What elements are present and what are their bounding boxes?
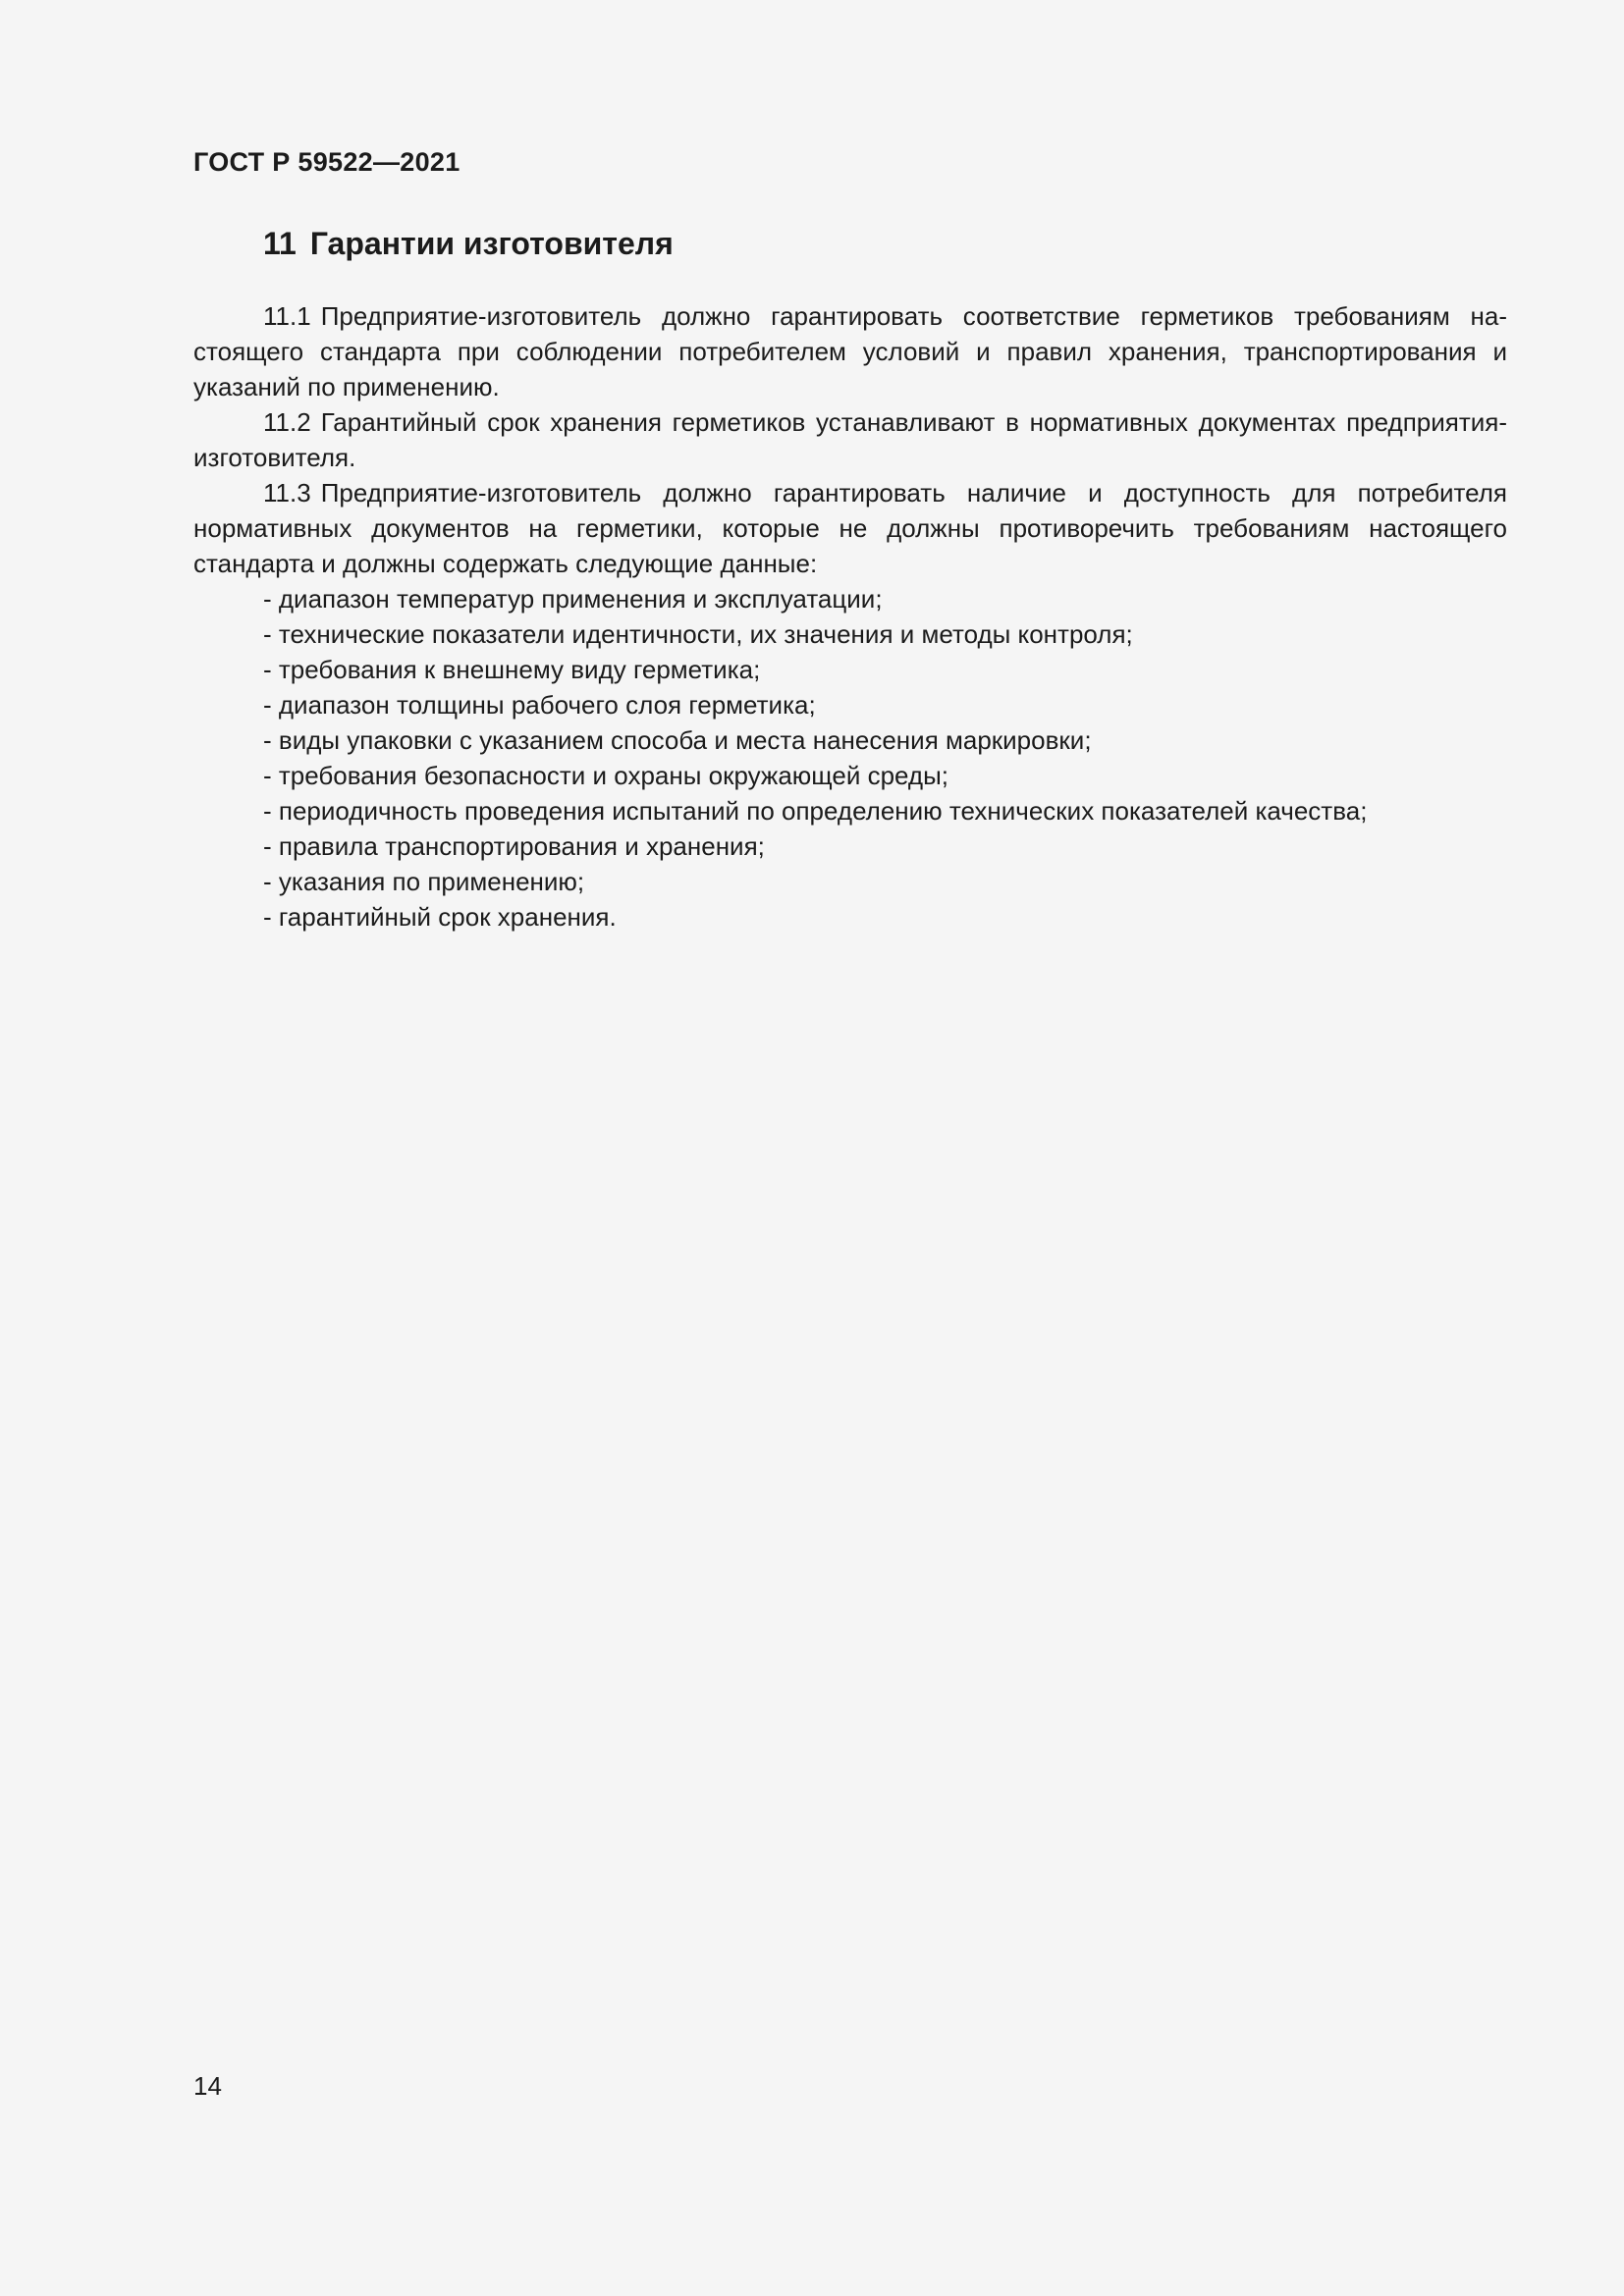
paragraph-11-1 <box>193 298 1507 404</box>
list-item: - указания по применению; <box>263 867 585 896</box>
paragraph-text: Предприятие-изготовитель должно гарантировать наличие и доступность для потребителя нормативных документов на герметики, которые не должны противоречить требованиям настоящего стандарта и должны содержать следующие данные: <box>193 478 1507 578</box>
paragraph-text: Гарантийный срок хранения герметиков устанавливают в нормативных документах предприятия-изготовителя. <box>193 407 1507 472</box>
clause-number: 11.3 <box>263 478 311 507</box>
list-item: - требования безопасности и охраны окружающей среды; <box>263 761 949 790</box>
section-heading <box>263 222 1507 265</box>
clause-number: 11.1 <box>263 301 311 331</box>
list-item: - технические показатели идентичности, их значения и методы контроля; <box>263 619 1133 649</box>
requirements-list <box>193 581 1507 934</box>
paragraph-11-3 <box>193 475 1507 581</box>
paragraph-11-2 <box>193 404 1507 475</box>
list-item: - виды упаковки с указанием способа и места нанесения маркировки; <box>263 725 1092 755</box>
page-number: 14 <box>193 2071 222 2101</box>
list-item: - диапазон температур применения и эксплуатации; <box>263 584 883 614</box>
list-item: - правила транспортирования и хранения; <box>263 831 765 861</box>
standard-designation: ГОСТ Р 59522—2021 <box>193 147 460 177</box>
clause-number: 11.2 <box>263 407 311 437</box>
page-content <box>193 222 1507 934</box>
list-item: - диапазон толщины рабочего слоя герметика; <box>263 690 816 720</box>
section-title: Гарантии изготовителя <box>309 226 674 261</box>
list-item: - гарантийный срок хранения. <box>263 902 617 932</box>
paragraph-text: Предприятие-изготовитель должно гарантировать соответствие герметиков требованиям настоящего стандарта при соблюдении потребителем условий и правил хранения, транспортирования и указаний по применению. <box>193 301 1507 401</box>
list-item: - периодичность проведения испытаний по определению технических показателей качества; <box>263 796 1368 826</box>
list-item: - требования к внешнему виду герметика; <box>263 655 761 684</box>
section-number: 11 <box>263 226 297 261</box>
